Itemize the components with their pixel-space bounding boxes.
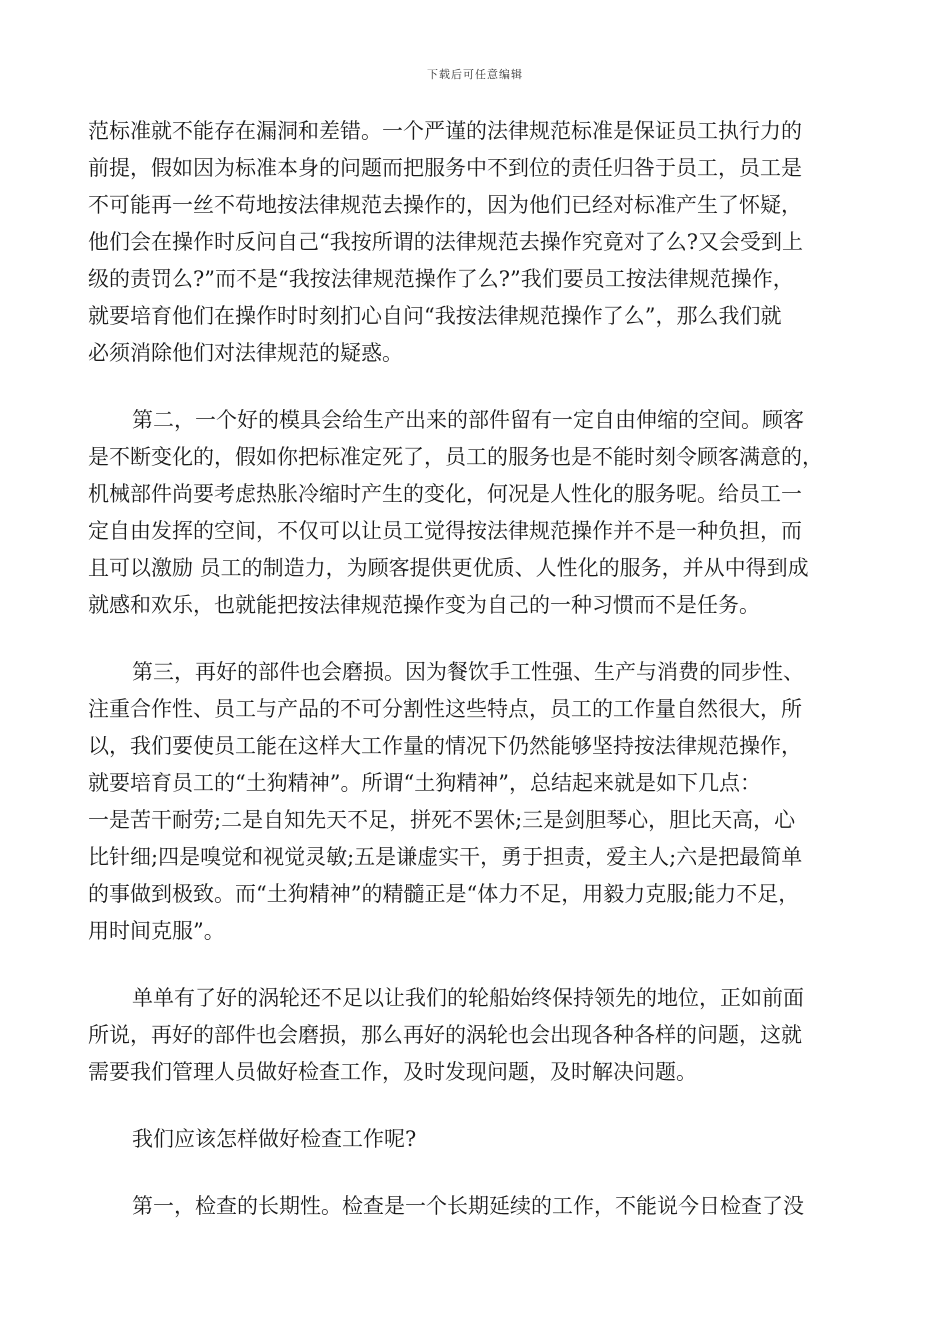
text-line: 用时间克服”。 [88, 919, 225, 943]
paragraph [88, 116, 868, 368]
text-line: 的事做到极致。而“土狗精神”的精髓正是“体力不足，用毅力克服;能力不足， [88, 882, 800, 906]
text-line: 是不断变化的，假如你把标准定死了，员工的服务也是不能时刻令顾客满意的， [88, 445, 823, 469]
text-line: 就要培育员工的“土狗精神”。所谓“土狗精神”，总结起来就是如下几点： [88, 771, 761, 795]
text-line: 第一，检查的长期性。检查是一个长期延续的工作，不能说今日检查了没 [132, 1194, 804, 1218]
text-line: 所说，再好的部件也会磨损，那么再好的涡轮也会出现各种各样的问题，这就 [88, 1023, 802, 1047]
paragraph [88, 405, 868, 620]
text-line: 级的责罚么?”而不是“我按法律规范操作了么?”我们要员工按法律规范操作， [88, 267, 794, 291]
paragraph [88, 983, 868, 1087]
text-line: 需要我们管理人员做好检查工作，及时发现问题，及时解决问题。 [88, 1060, 697, 1084]
text-line: 机械部件尚要考虑热胀冷缩时产生的变化，何况是人性化的服务呢。给员工一 [88, 482, 802, 506]
page-header: 下载后可任意编辑 [427, 68, 523, 81]
text-line: 第三，再好的部件也会磨损。因为餐饮手工性强、生产与消费的同步性、 [132, 660, 804, 684]
text-line: 定自由发挥的空间，不仅可以让员工觉得按法律规范操作并不是一种负担，而 [88, 519, 802, 543]
text-line: 单单有了好的涡轮还不足以让我们的轮船始终保持领先的地位，正如前面 [132, 986, 804, 1010]
text-line: 必须消除他们对法律规范的疑惑。 [88, 341, 403, 365]
text-line: 我们应该怎样做好检查工作呢? [132, 1127, 417, 1151]
text-line: 就感和欢乐，也就能把按法律规范操作变为自己的一种习惯而不是任务。 [88, 593, 760, 617]
document-body [88, 116, 868, 1228]
text-line: 注重合作性、员工与产品的不可分割性这些特点，员工的工作量自然很大，所 [88, 697, 802, 721]
text-line: 第二，一个好的模具会给生产出来的部件留有一定自由伸缩的空间。顾客 [132, 408, 804, 432]
text-line: 前提，假如因为标准本身的问题而把服务中不到位的责任归咎于员工，员工是 [88, 156, 802, 180]
text-line: 范标准就不能存在漏洞和差错。一个严谨的法律规范标准是保证员工执行力的 [88, 119, 802, 143]
text-line: 他们会在操作时反问自己“我按所谓的法律规范去操作究竟对了么?又会受到上 [88, 230, 803, 254]
text-line: 就要培育他们在操作时时刻扪心自问“我按法律规范操作了么”，那么我们就 [88, 304, 782, 328]
text-line: 以，我们要使员工能在这样大工作量的情况下仍然能够坚持按法律规范操作， [88, 734, 802, 758]
paragraph [88, 1191, 868, 1221]
text-line: 不可能再一丝不苟地按法律规范去操作的，因为他们已经对标准产生了怀疑， [88, 193, 802, 217]
paragraph [88, 1124, 868, 1154]
text-line: 比针细;四是嗅觉和视觉灵敏;五是谦虚实干，勇于担责，爱主人;六是把最简单 [88, 845, 803, 869]
text-line: 一是苦干耐劳;二是自知先天不足，拼死不罢休;三是剑胆琴心，胆比天高，心 [88, 808, 796, 832]
text-line: 且可以激励 员工的制造力，为顾客提供更优质、人性化的服务，并从中得到成 [88, 556, 809, 580]
paragraph [88, 657, 868, 946]
